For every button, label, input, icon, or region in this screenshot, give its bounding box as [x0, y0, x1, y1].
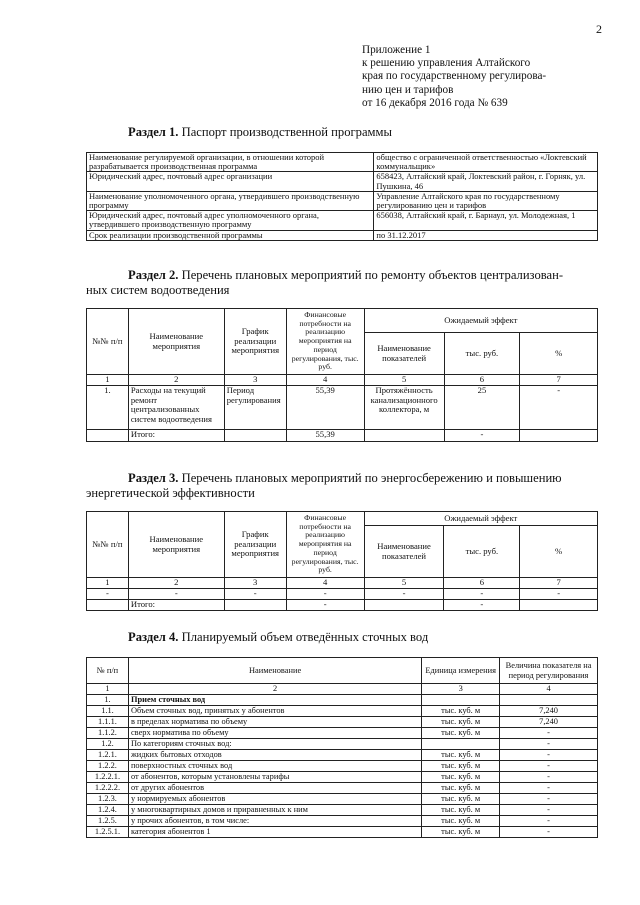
cell-name: в пределах норматива по объему [128, 717, 421, 728]
cell-num: 1.1. [87, 706, 129, 717]
passport-label: Юридический адрес, почтовый адрес уполномоченного органа, утвердившего производственную программу [87, 211, 374, 230]
col-number: 1 [87, 578, 129, 589]
cell-unit: тыс. куб. м [422, 805, 500, 816]
cell-name: от абонентов, которым установлены тарифы [128, 772, 421, 783]
cell-num: 1.2.3. [87, 794, 129, 805]
column-numbers-row [87, 578, 598, 589]
cell-thousand: - [444, 589, 520, 600]
cell-value: - [500, 783, 598, 794]
cell-value: - [500, 827, 598, 838]
table-row [87, 827, 598, 838]
cell-unit: тыс. куб. м [422, 706, 500, 717]
table-row [87, 191, 598, 210]
header-unit: Единица измерения [422, 658, 500, 684]
passport-value: общество с ограниченной ответственностью «Локтевский коммунальщик» [374, 153, 598, 172]
col-number: 3 [224, 375, 286, 386]
table-row [87, 153, 598, 172]
cell-unit [422, 695, 500, 706]
cell-name: Объем сточных вод, принятых у абонентов [128, 706, 421, 717]
cell-num: 1.2.2. [87, 761, 129, 772]
col-number: 7 [520, 578, 598, 589]
cell-unit [422, 739, 500, 750]
table-row [87, 386, 598, 430]
header-thousand: тыс. руб. [444, 333, 520, 375]
cell-unit: тыс. куб. м [422, 761, 500, 772]
table-row [87, 211, 598, 230]
col-number: 6 [444, 375, 520, 386]
total-thousand: - [444, 430, 520, 442]
cell-value: - [500, 794, 598, 805]
column-numbers-row [87, 375, 598, 386]
cell-num: 1. [87, 695, 129, 706]
section4-prefix: Раздел 4. [128, 630, 179, 644]
total-row [87, 600, 598, 611]
table-row [87, 805, 598, 816]
col-number: 3 [422, 684, 500, 695]
appendix-line: края по государственному регулирова- [362, 70, 547, 83]
section2-prefix: Раздел 2. [128, 268, 179, 282]
cell-num: - [87, 589, 129, 600]
table-row [87, 783, 598, 794]
wastewater-table [86, 657, 598, 838]
appendix-line: к решению управления Алтайского [362, 57, 531, 70]
cell-indicator: - [364, 589, 444, 600]
header-name: Наименование [128, 658, 421, 684]
cell-num: 1.2.4. [87, 805, 129, 816]
cell-name: Расходы на текущий ремонт централизованных систем водоотведения [128, 386, 224, 430]
cell-thousand: 25 [444, 386, 520, 430]
col-number: 4 [286, 578, 364, 589]
header-name: Наименование мероприятия [128, 512, 224, 578]
section2-heading [86, 268, 598, 298]
total-finance: - [286, 600, 364, 611]
col-number: 1 [87, 684, 129, 695]
total-label: Итого: [128, 430, 224, 442]
passport-label: Срок реализации производственной программы [87, 230, 374, 240]
passport-value: 658423, Алтайский край, Локтевский район, г. Горняк, ул. Пушкина, 46 [374, 172, 598, 191]
cell-name: от других абонентов [128, 783, 421, 794]
col-number: 6 [444, 578, 520, 589]
appendix-line: от 16 декабря 2016 года № 639 [362, 96, 508, 109]
col-number: 7 [520, 375, 598, 386]
cell-num: 1.2.2.2. [87, 783, 129, 794]
section3-title-line1: Перечень плановых мероприятий по энергосбережению и повышению [181, 471, 562, 485]
appendix-line: Приложение 1 [362, 44, 431, 56]
page-number: 2 [596, 22, 602, 36]
table-row [87, 230, 598, 240]
cell-value: - [500, 816, 598, 827]
total-row [87, 430, 598, 442]
header-schedule: График реализации мероприятия [224, 512, 286, 578]
header-effect: Ожидаемый эффект [364, 512, 597, 526]
cell-name: поверхностных сточных вод [128, 761, 421, 772]
cell-value [500, 695, 598, 706]
header-num: №№ п/п [87, 512, 129, 578]
header-indicator: Наименование показателей [364, 333, 444, 375]
cell-name: у прочих абонентов, в том числе: [128, 816, 421, 827]
cell-name: категория абонентов 1 [128, 827, 421, 838]
passport-table [86, 152, 598, 241]
total-label: Итого: [128, 600, 224, 611]
passport-label: Юридический адрес, почтовый адрес организации [87, 172, 374, 191]
cell-value: - [500, 761, 598, 772]
section4-heading [128, 630, 428, 645]
passport-value: по 31.12.2017 [374, 230, 598, 240]
cell-name: у многоквартирных домов и приравненных к ним [128, 805, 421, 816]
cell-value: 7,240 [500, 706, 598, 717]
header-finance: Финансовые потребности на реализацию мероприятия на период регулирования, тыс. руб. [286, 309, 364, 375]
col-number: 2 [128, 578, 224, 589]
cell-unit: тыс. куб. м [422, 772, 500, 783]
cell-name: По категориям сточных вод: [128, 739, 421, 750]
table-row [87, 761, 598, 772]
cell-finance: - [286, 589, 364, 600]
section1-heading [128, 125, 392, 140]
header-effect: Ожидаемый эффект [364, 309, 597, 333]
cell-name: у нормируемых абонентов [128, 794, 421, 805]
table-row [87, 589, 598, 600]
col-number: 5 [364, 375, 444, 386]
cell-value: - [500, 750, 598, 761]
header-name: Наименование мероприятия [128, 309, 224, 375]
energy-table [86, 511, 598, 611]
section1-title: Паспорт производственной программы [181, 125, 392, 139]
section4-title: Планируемый объем отведённых сточных вод [181, 630, 429, 644]
section2-title-line2: ных систем водоотведения [86, 283, 230, 297]
repair-table [86, 308, 598, 442]
passport-label: Наименование уполномоченного органа, утвердившего производственную программу [87, 191, 374, 210]
col-number: 2 [128, 375, 224, 386]
table-row [87, 728, 598, 739]
cell-value: 7,240 [500, 717, 598, 728]
cell-num: 1.2.5. [87, 816, 129, 827]
section1-prefix: Раздел 1. [128, 125, 179, 139]
cell-value: - [500, 728, 598, 739]
col-number: 5 [364, 578, 444, 589]
cell-num: 1.1.1. [87, 717, 129, 728]
cell-value: - [500, 772, 598, 783]
table-row [87, 816, 598, 827]
header-indicator: Наименование показателей [364, 526, 444, 578]
header-finance: Финансовые потребности на реализацию мероприятия на период регулирования, тыс. руб. [286, 512, 364, 578]
cell-unit: тыс. куб. м [422, 794, 500, 805]
cell-num: 1.2. [87, 739, 129, 750]
table-row [87, 695, 598, 706]
cell-num: 1. [87, 386, 129, 430]
table-row [87, 706, 598, 717]
cell-name: - [128, 589, 224, 600]
header-value: Величина показателя на период регулирования [500, 658, 598, 684]
cell-num: 1.2.2.1. [87, 772, 129, 783]
table-row [87, 172, 598, 191]
appendix-line: нию цен и тарифов [362, 83, 454, 96]
cell-finance: 55,39 [286, 386, 364, 430]
header-percent: % [520, 333, 598, 375]
cell-percent: - [520, 386, 598, 430]
header-num: № п/п [87, 658, 129, 684]
cell-unit: тыс. куб. м [422, 783, 500, 794]
section3-heading [86, 471, 598, 501]
table-row [87, 794, 598, 805]
col-number: 4 [286, 375, 364, 386]
col-number: 3 [224, 578, 286, 589]
cell-unit: тыс. куб. м [422, 717, 500, 728]
cell-name: сверх норматива по объему [128, 728, 421, 739]
table-row [87, 717, 598, 728]
col-number: 1 [87, 375, 129, 386]
total-thousand: - [444, 600, 520, 611]
cell-unit: тыс. куб. м [422, 728, 500, 739]
cell-name: жидких бытовых отходов [128, 750, 421, 761]
total-finance: 55,39 [286, 430, 364, 442]
cell-schedule: - [224, 589, 286, 600]
cell-indicator: Протяжённость канализационного коллектора, м [364, 386, 444, 430]
header-num: №№ п/п [87, 309, 129, 375]
table-row [87, 739, 598, 750]
passport-label: Наименование регулируемой организации, в отношении которой разрабатывается производственная программа [87, 153, 374, 172]
header-thousand: тыс. руб. [444, 526, 520, 578]
cell-value: - [500, 739, 598, 750]
passport-value: 656038, Алтайский край, г. Барнаул, ул. Молодежная, 1 [374, 211, 598, 230]
col-number: 4 [500, 684, 598, 695]
cell-num: 1.2.5.1. [87, 827, 129, 838]
passport-value: Управление Алтайского края по государственному регулированию цен и тарифов [374, 191, 598, 210]
appendix-block [362, 44, 622, 110]
col-number: 2 [128, 684, 421, 695]
cell-value: - [500, 805, 598, 816]
cell-num: 1.2.1. [87, 750, 129, 761]
cell-num: 1.1.2. [87, 728, 129, 739]
section3-prefix: Раздел 3. [128, 471, 179, 485]
header-percent: % [520, 526, 598, 578]
cell-percent: - [520, 589, 598, 600]
table-row [87, 750, 598, 761]
table-row [87, 772, 598, 783]
section3-title-line2: энергетической эффективности [86, 486, 255, 500]
column-numbers-row [87, 684, 598, 695]
cell-name: Прием сточных вод [128, 695, 421, 706]
cell-unit: тыс. куб. м [422, 750, 500, 761]
cell-schedule: Период регулирования [224, 386, 286, 430]
cell-unit: тыс. куб. м [422, 816, 500, 827]
cell-unit: тыс. куб. м [422, 827, 500, 838]
section2-title-line1: Перечень плановых мероприятий по ремонту объектов централизован- [181, 268, 564, 282]
header-schedule: График реализации мероприятия [224, 309, 286, 375]
